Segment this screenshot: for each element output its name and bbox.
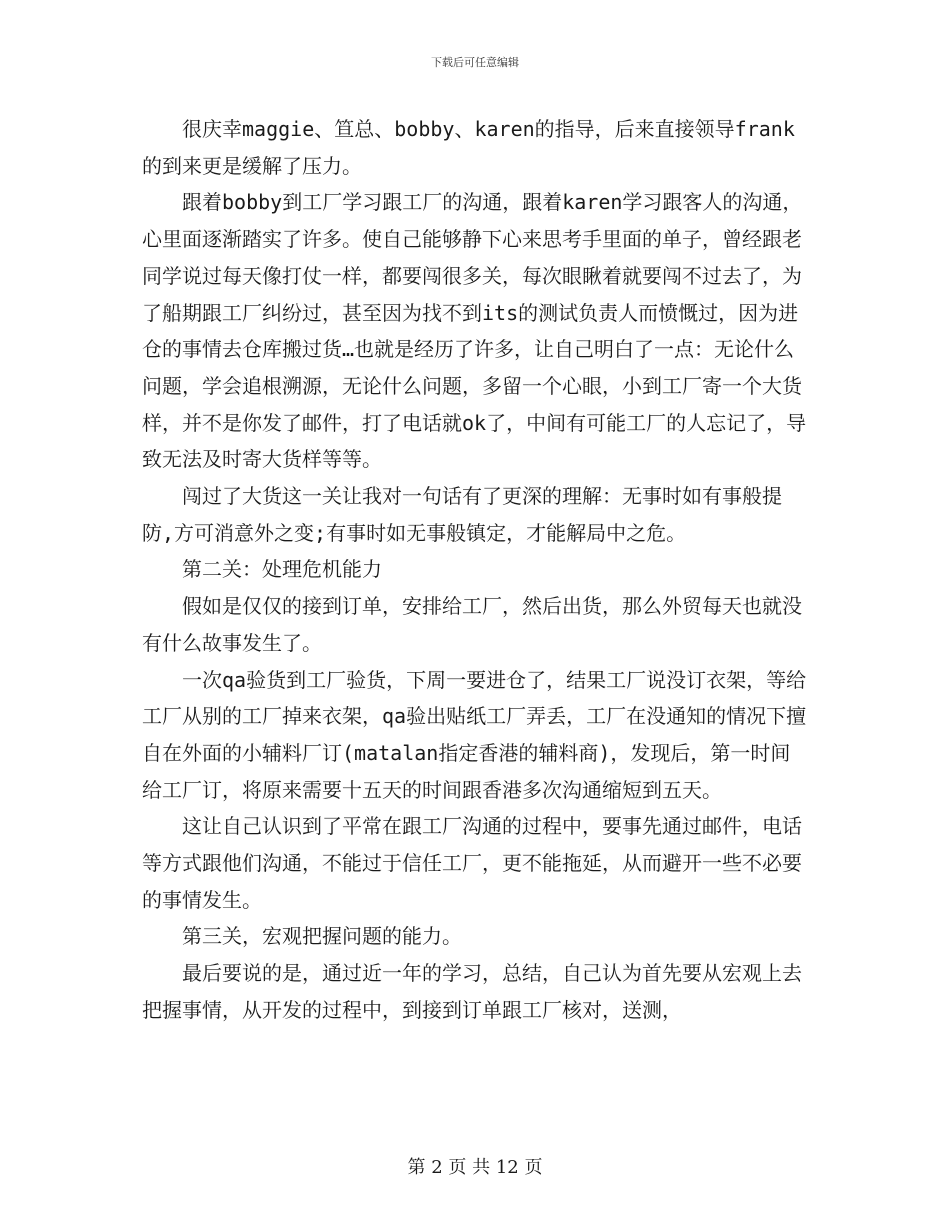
paragraph: 闯过了大货这一关让我对一句话有了更深的理解：无事时如有事般提防,方可消意外之变;有事时如无事般镇定，才能解局中之危。 xyxy=(142,484,782,545)
paragraph: 这让自己认识到了平常在跟工厂沟通的过程中，要事先通过邮件，电话等方式跟他们沟通，不能过于信任工厂，更不能拖延，从而避开一些不必要的事情发生。 xyxy=(142,814,802,912)
paragraph: 假如是仅仅的接到订单，安排给工厂，然后出货，那么外贸每天也就没有什么故事发生了。 xyxy=(142,594,802,655)
page-header-note: 下载后可任意编辑 xyxy=(431,56,519,69)
section-heading: 第二关：处理危机能力 xyxy=(182,557,382,582)
document-body xyxy=(142,111,807,1029)
paragraph: 一次qa验货到工厂验货，下周一要进仓了，结果工厂说没订衣架，等给工厂从别的工厂掉来衣架，qa验出贴纸工厂弄丢，工厂在没通知的情况下擅自在外面的小辅料厂订(matalan指定香港的辅料商)，发现后，第一时间给工厂订，将原来需要十五天的时间跟香港多次沟通缩短到五天。 xyxy=(142,667,807,802)
page-number-footer: 第 2 页 共 12 页 xyxy=(407,1157,543,1178)
section-heading: 第三关，宏观把握问题的能力。 xyxy=(182,924,462,949)
paragraph: 最后要说的是，通过近一年的学习，总结，自己认为首先要从宏观上去把握事情，从开发的过程中，到接到订单跟工厂核对，送测， xyxy=(142,961,802,1022)
paragraph: 很庆幸maggie、笪总、bobby、karen的指导，后来直接领导frank的到来更是缓解了压力。 xyxy=(142,117,795,178)
paragraph: 跟着bobby到工厂学习跟工厂的沟通，跟着karen学习跟客人的沟通，心里面逐渐踏实了许多。使自己能够静下心来思考手里面的单子，曾经跟老同学说过每天像打仗一样，都要闯很多关，每次眼瞅着就要闯不过去了，为了船期跟工厂纠纷过，甚至因为找不到its的测试负责人而愤慨过，因为进仓的事情去仓库搬过货…也就是经历了许多，让自己明白了一点：无论什么问题，学会追根溯源，无论什么问题，多留一个心眼，小到工厂寄一个大货样，并不是你发了邮件，打了电话就ok了，中间有可能工厂的人忘记了，导致无法及时寄大货样等等。 xyxy=(142,190,807,472)
